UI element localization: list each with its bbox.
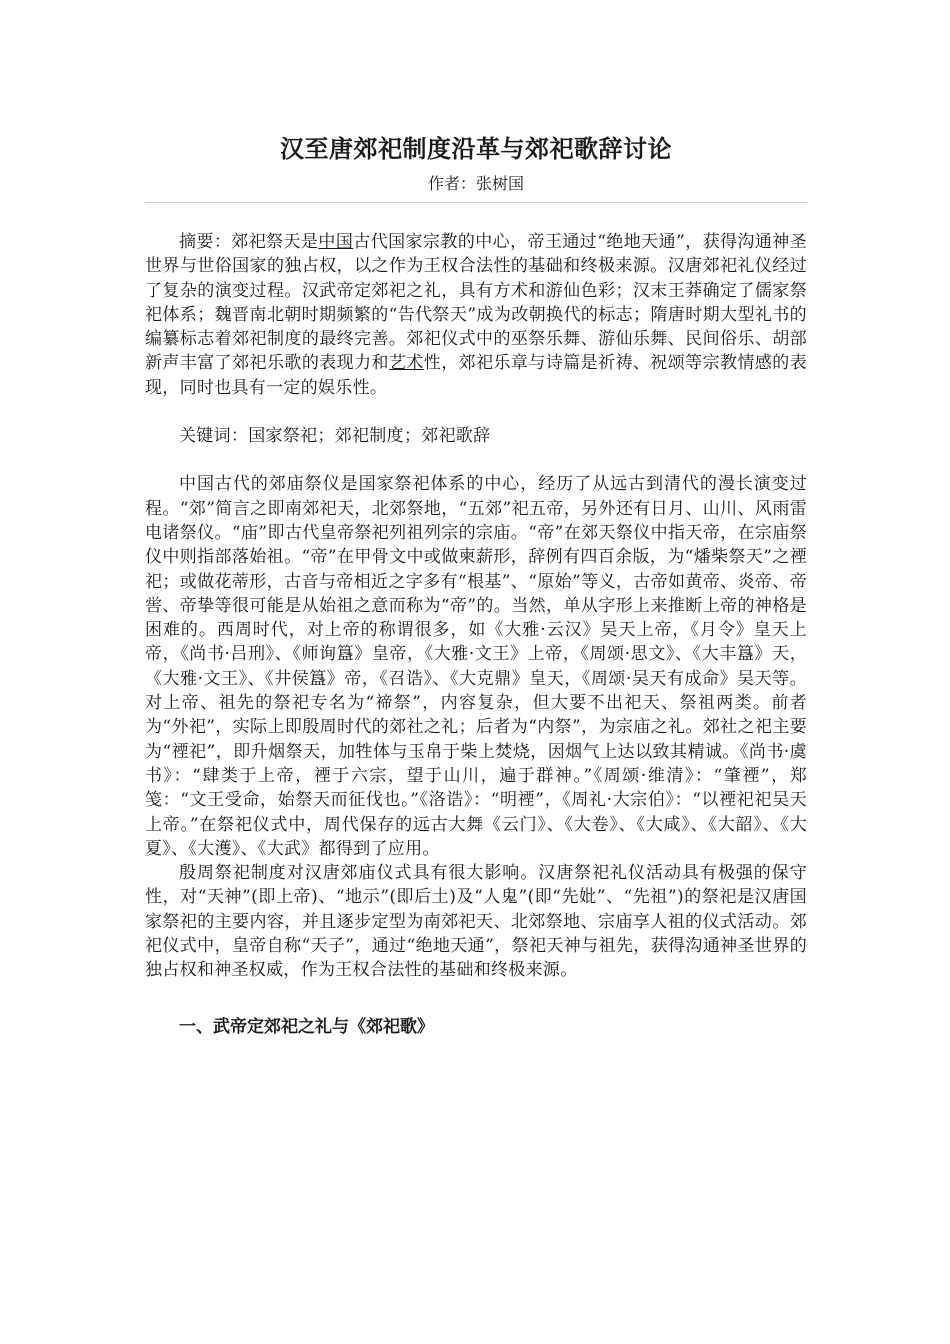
abstract-text-1: 摘要：郊祀祭天是	[179, 232, 319, 252]
link-china[interactable]: 中国	[318, 232, 354, 252]
title-divider	[145, 202, 807, 203]
document-title: 汉至唐郊祀制度沿革与郊祀歌辞讨论	[280, 134, 672, 163]
abstract-text-3: 性，郊祀乐章与诗篇是祈祷、祝颂等宗教情感的表现，同时也具有一定的娱乐性。	[145, 353, 807, 398]
body-paragraph-1: 中国古代的郊庙祭仪是国家祭祀体系的中心，经历了从远古到清代的漫长演变过程。“郊”简言之即南郊祀天，北郊祭地，“五郊”祀五帝，另外还有日月、山川、风雨雷电诸祭仪。“庙”即古代皇帝祭祀列祖列宗的宗庙。“帝”在郊天祭仪中指天帝，在宗庙祭仪中则指部落始祖。“帝”在甲骨文中或做柬薪形，辞例有四百余版，为“燔柴祭天”之禋祀；或做花蒂形，古音与帝相近之字多有“根基”、“原始”等义，古帝如黄帝、炎帝、帝喾、帝挚等很可能是从始祖之意而称为“帝”的。当然，单从字形上来推断上帝的神格是困难的。西周时代，对上帝的称谓很多，如《大雅·云汉》吴天上帝，《月令》皇天上帝，《尚书·吕刑》、《师询簋》皇帝，《大雅·文王》上帝，《周颂·思文》、《大丰簋》天，《大雅·文王》、《井侯簋》帝，《召诰》、《大克鼎》皇天，《周颂·吴天有成命》吴天等。对上帝、祖先的祭祀专名为“禘祭”，内容复杂，但大要不出祀天、祭祖两类。前者为“外祀”，实际上即殷周时代的郊社之礼；后者为“内祭”，为宗庙之礼。郊社之祀主要为“禋祀”，即升烟祭天，加牲体与玉帛于柴上焚烧，因烟气上达以致其精诚。《尚书·虞书》：“肆类于上帝，禋于六宗，望于山川，遍于群神。”《周颂·维清》：“肇禋”，郑笺：“文王受命，始祭天而征伐也。”《洛诰》：“明禋”，《周礼·大宗伯》：“以禋祀祀吴天上帝。”在祭祀仪式中，周代保存的远古大舞《云门》、《大卷》、《大咸》、《大韶》、《大夏》、《大濩》、《大武》都得到了应用。	[145, 474, 807, 859]
author-line: 作者：张树国	[427, 174, 524, 193]
abstract-paragraph	[145, 230, 807, 400]
section-heading: 一、武帝定郊祀之礼与《郊祀歌》	[179, 1016, 434, 1037]
document-page	[145, 128, 807, 1039]
link-art[interactable]: 艺术	[388, 353, 424, 374]
keywords-paragraph: 关键词：国家祭祀；郊祀制度；郊祀歌辞	[179, 426, 491, 447]
body-paragraph-2: 殷周祭祀制度对汉唐郊庙仪式具有很大影响。汉唐祭祀礼仪活动具有极强的保守性，对“天神”(即上帝)、“地示”(即后土)及“人鬼”(即“先妣”、“先祖”)的祭祀是汉唐国家祭祀的主要内容，并且逐步定型为南郊祀天、北郊祭地、宗庙享人祖的仪式活动。郊祀仪式中，皇帝自称“天子”，通过“绝地天通”，祭祀天神与祖先，获得沟通神圣世界的独占权和神圣权威，作为王权合法性的基础和终极来源。	[145, 863, 807, 981]
abstract-text-2: 古代国家宗教的中心，帝王通过“绝地天通”，获得沟通神圣世界与世俗国家的独占权，以之作为王权合法性的基础和终极来源。汉唐郊祀礼仪经过了复杂的演变过程。汉武帝定郊祀之礼，具有方术和游仙色彩；汉末王莽确定了儒家祭祀体系；魏晋南北朝时期频繁的“告代祭天”成为改朝换代的标志；隋唐时期大型礼书的编纂标志着郊祀制度的最终完善。郊祀仪式中的巫祭乐舞、游仙乐舞、民间俗乐、胡部新声丰富了郊祀乐歌的表现力和	[145, 232, 807, 374]
